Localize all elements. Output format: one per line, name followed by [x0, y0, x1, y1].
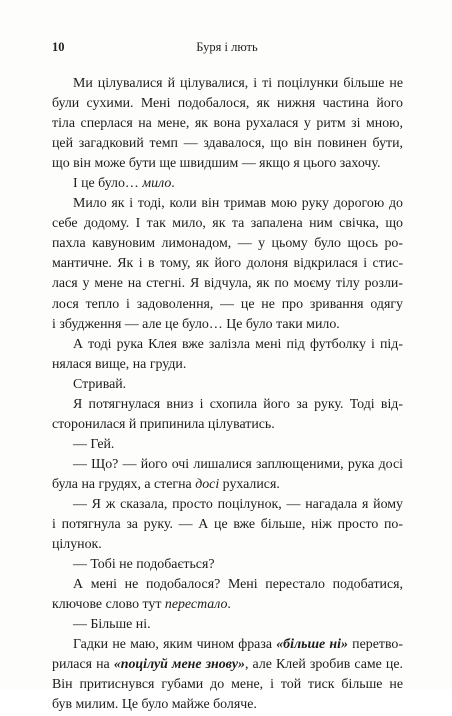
text-segment: лося тепло і задоволення, — це не про зривання одягу — [52, 296, 403, 312]
text-segment: — Більше ні. — [73, 617, 151, 633]
text-line — [52, 415, 403, 435]
text-segment: і потягнула за руку. — А це вже більше, ніж просто по- — [52, 517, 403, 533]
text-segment: була на грудях, а стегна — [52, 476, 196, 492]
page-number: 10 — [52, 40, 65, 54]
emphasis-text: перестало — [164, 597, 228, 613]
page-header — [52, 40, 402, 56]
text-segment: перетво- — [347, 637, 403, 653]
text-line — [52, 655, 403, 675]
text-line — [52, 134, 403, 154]
text-segment: Я потягнулася вниз і схопила його за руку. Тоді від- — [73, 396, 403, 412]
text-segment: Гадки не маю, яким чином фраза — [73, 637, 277, 653]
text-segment: що він може бути ще швидшим — якщо я цього захочу. — [52, 156, 381, 172]
text-line — [52, 555, 403, 575]
text-segment: і збудження — але це було… Це було таки мило. — [52, 316, 340, 332]
running-title: Буря і лють — [196, 40, 258, 54]
text-line — [52, 315, 403, 335]
text-segment: . — [227, 597, 231, 613]
text-line — [52, 495, 403, 515]
emphasis-text: «поцілуй мене знову» — [113, 657, 245, 673]
text-line — [52, 595, 403, 615]
text-segment: тіла сперлася на мене, як вона рухалася у ритм зі мною, — [52, 116, 403, 132]
text-line — [52, 335, 403, 355]
text-segment: А тоді рука Клея вже залізла мені під футболку і під- — [73, 336, 403, 352]
text-line — [52, 615, 403, 635]
text-segment: нялася вище, на груди. — [52, 356, 187, 372]
text-line — [52, 174, 403, 194]
text-segment: рилася на — [52, 657, 114, 673]
text-line — [52, 114, 403, 134]
text-segment: цей загадковий темп — здавалося, що він повинен бути, — [52, 136, 403, 152]
text-line — [52, 575, 403, 595]
text-segment: був милим. Це було майже боляче. — [52, 697, 257, 713]
text-line — [52, 355, 403, 375]
text-segment: . — [171, 176, 175, 192]
text-segment: цілунок. — [52, 537, 102, 553]
text-line — [52, 675, 403, 695]
text-segment: Мило як і тоді, коли він тримав мою руку дорогою до — [73, 196, 403, 212]
text-segment: ключове слово тут — [52, 597, 165, 613]
text-line — [52, 435, 403, 455]
text-line — [52, 194, 403, 214]
text-line — [52, 234, 403, 254]
text-line — [52, 695, 403, 715]
text-segment: — Тобі не подобається? — [73, 557, 215, 573]
emphasis-text: мило — [142, 176, 172, 192]
text-line — [52, 74, 403, 94]
text-line — [52, 535, 403, 555]
text-line — [52, 254, 403, 274]
text-segment: , але Клей зробив саме це. — [244, 657, 403, 673]
text-line — [52, 214, 403, 234]
text-segment: — Що? — його очі лишалися заплющеними, рука досі — [73, 456, 403, 472]
text-line — [52, 154, 403, 174]
text-line — [52, 274, 403, 294]
text-segment: лася у мене на стегні. Я відчула, як по моєму тілу розли- — [52, 276, 403, 292]
text-line — [52, 295, 403, 315]
text-segment: Він притиснувся губами до мене, і той тиск більше не — [52, 677, 403, 693]
text-line — [52, 375, 403, 395]
text-segment: Стривай. — [73, 376, 127, 392]
text-segment: мантичне. Як і в тому, як його долоня відкрилася і стис- — [52, 256, 403, 272]
emphasis-text: «більше ні» — [276, 637, 348, 653]
text-line — [52, 395, 403, 415]
text-segment: себе додому. І так мило, як та запалена ним свічка, що — [52, 216, 403, 232]
text-line — [52, 515, 403, 535]
text-segment: пахла кавуновим лимонадом, — у цьому було щось ро- — [52, 236, 403, 252]
text-segment: були сухими. Мені подобалося, як нижня частина його — [52, 96, 403, 112]
text-line — [52, 455, 403, 475]
text-segment: сторонилася й припинила цілуватись. — [52, 416, 275, 432]
text-segment: — Гей. — [73, 436, 115, 452]
text-line — [52, 94, 403, 114]
text-line — [52, 475, 403, 495]
text-segment: І це було… — [73, 176, 143, 192]
text-line — [52, 635, 403, 655]
text-segment: Ми цілувалися й цілувалися, і ті поцілунки більше не — [73, 76, 403, 91]
text-segment: рухалися. — [219, 476, 280, 492]
text-segment: — Я ж сказала, просто поцілунок, — нагадала я йому — [73, 496, 403, 512]
body-text — [52, 74, 403, 716]
emphasis-text: досі — [195, 476, 220, 492]
text-segment: А мені не подобалося? Мені перестало подобатися, — [73, 577, 403, 593]
